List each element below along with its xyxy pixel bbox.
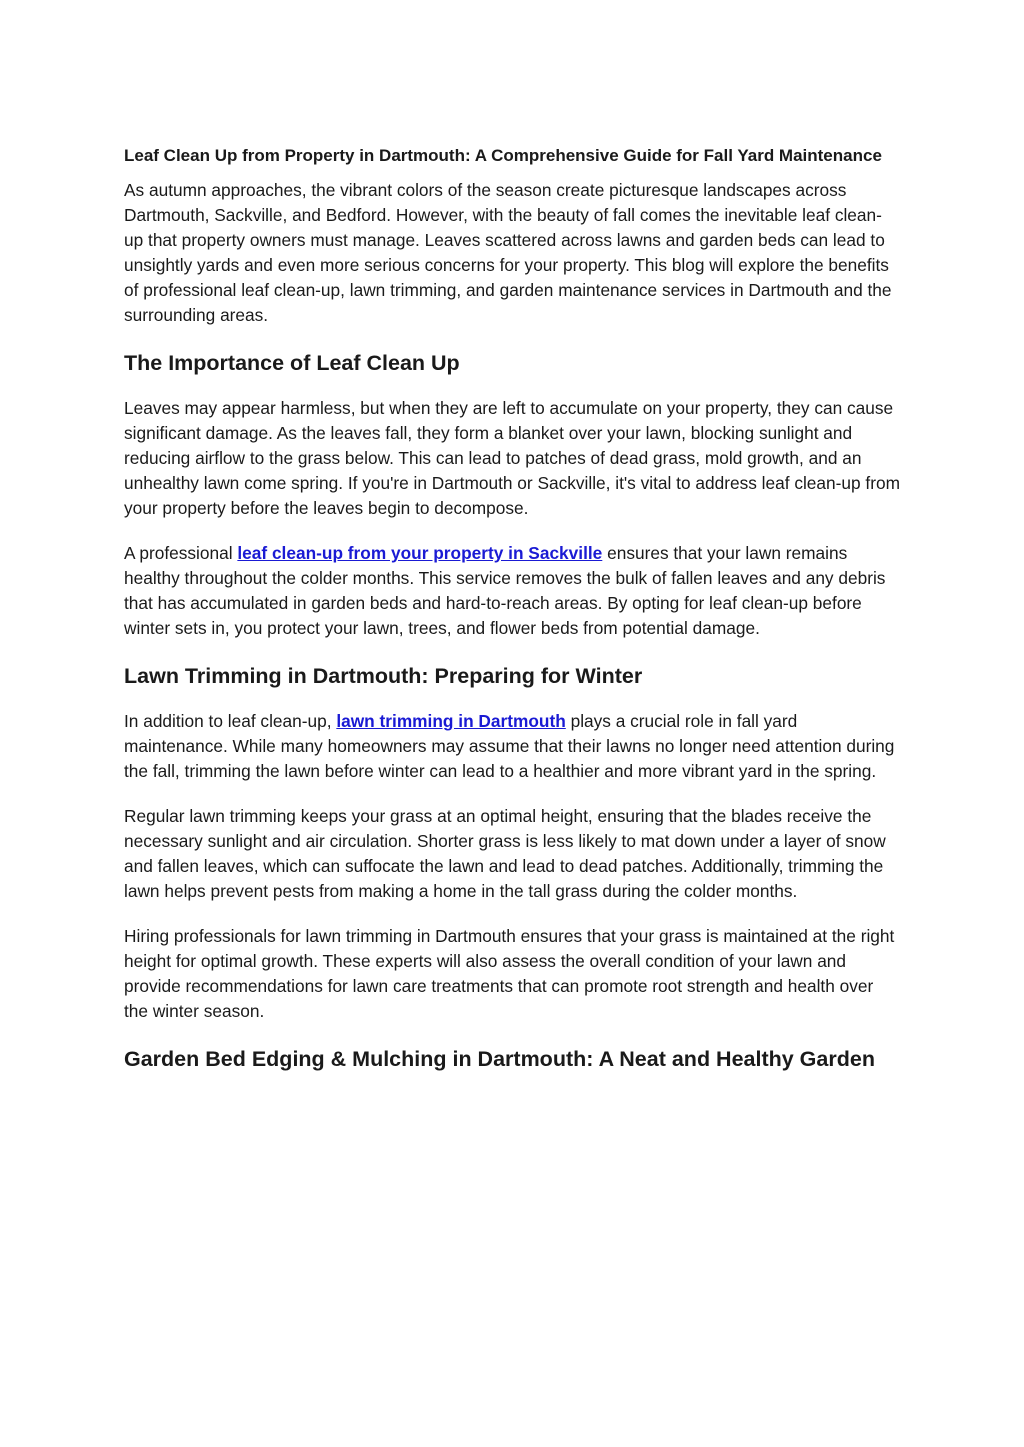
text-fragment: ensures that your lawn remains healthy throughout the colder months. This service removes the bulk of fallen leaves and any debris that has accumulated in garden beds and hard-to-reach areas. By opting for leaf clean-up before winter sets in, you protect your lawn, trees, and flower beds from potential damage. xyxy=(124,543,886,638)
section-heading-lawn-trimming: Lawn Trimming in Dartmouth: Preparing for Winter xyxy=(124,664,643,688)
leaf-clean-up-paragraph-2 xyxy=(124,541,900,641)
text-fragment: plays a crucial role in fall yard maintenance. While many homeowners may assume that their lawns no longer need attention during the fall, trimming the lawn before winter can lead to a healthier and more vibrant yard in the spring. xyxy=(124,711,895,781)
text-fragment: In addition to leaf clean-up, xyxy=(124,711,337,731)
link-lawn-trimming-dartmouth[interactable]: lawn trimming in Dartmouth xyxy=(336,711,566,731)
lawn-trimming-paragraph-2: Regular lawn trimming keeps your grass at an optimal height, ensuring that the blades receive the necessary sunlight and air circulation. Shorter grass is less likely to mat down under a layer of snow and fallen leaves, which can suffocate the lawn and lead to dead patches. Additionally, trimming the lawn helps prevent pests from making a home in the tall grass during the colder months. xyxy=(124,806,886,901)
link-leaf-clean-up-sackville[interactable]: leaf clean-up from your property in Sackville xyxy=(237,543,603,563)
lawn-trimming-paragraph-1 xyxy=(124,709,900,784)
intro-paragraph: As autumn approaches, the vibrant colors of the season create picturesque landscapes across Dartmouth, Sackville, and Bedford. However, with the beauty of fall comes the inevitable leaf clean-up that property owners must manage. Leaves scattered across lawns and garden beds can lead to unsightly yards and even more serious concerns for your property. This blog will explore the benefits of professional leaf clean-up, lawn trimming, and garden maintenance services in Dartmouth and the surrounding areas. xyxy=(124,180,892,325)
document-title: Leaf Clean Up from Property in Dartmouth: A Comprehensive Guide for Fall Yard Maintenance xyxy=(124,146,882,165)
text-fragment: A professional xyxy=(124,543,238,563)
document-page xyxy=(124,143,900,1092)
section-heading-garden-bed-edging: Garden Bed Edging & Mulching in Dartmouth: A Neat and Healthy Garden xyxy=(124,1047,875,1071)
leaf-clean-up-paragraph-1: Leaves may appear harmless, but when they are left to accumulate on your property, they can cause significant damage. As the leaves fall, they form a blanket over your lawn, blocking sunlight and reducing airflow to the grass below. This can lead to patches of dead grass, mold growth, and an unhealthy lawn come spring. If you're in Dartmouth or Sackville, it's vital to address leaf clean-up from your property before the leaves begin to decompose. xyxy=(124,398,900,518)
section-heading-leaf-clean-up: The Importance of Leaf Clean Up xyxy=(124,351,460,375)
lawn-trimming-paragraph-3: Hiring professionals for lawn trimming in Dartmouth ensures that your grass is maintained at the right height for optimal growth. These experts will also assess the overall condition of your lawn and provide recommendations for lawn care treatments that can promote root strength and health over the winter season. xyxy=(124,926,895,1021)
